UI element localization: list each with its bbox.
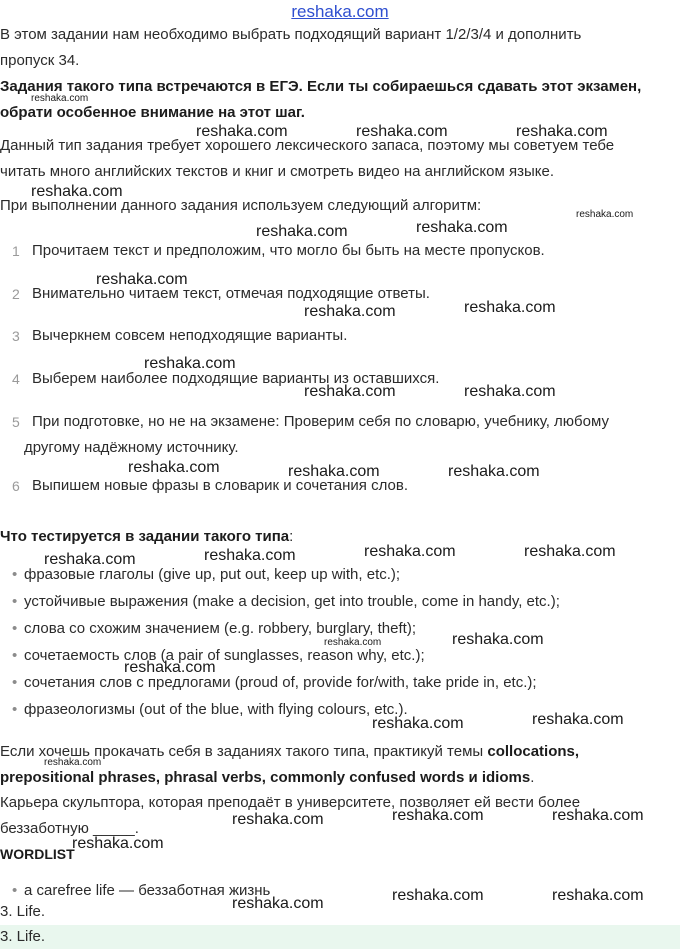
answer-highlight-text: 3. Life. <box>0 928 46 945</box>
watermark: reshaka.com <box>232 895 324 912</box>
watermark: reshaka.com <box>44 757 102 768</box>
list-item-text: фразовые глаголы (give up, put out, keep up with, etc.); <box>24 566 401 583</box>
watermark: reshaka.com <box>96 271 188 288</box>
watermark: reshaka.com <box>196 123 288 140</box>
answer-text: 3. Life. <box>0 903 46 920</box>
list-item-text: слова со схожим значением (e.g. robbery, burglary, theft); <box>24 620 416 637</box>
list-item <box>0 670 660 696</box>
bullet-icon: • <box>12 566 18 583</box>
bullet-icon: • <box>12 593 18 610</box>
step-text: Прочитаем текст и предположим, что могло бы быть на месте пропусков. <box>32 242 545 259</box>
watermark: reshaka.com <box>304 383 396 400</box>
watermark: reshaka.com <box>448 463 540 480</box>
step-number: 6 <box>12 478 20 494</box>
watermark: reshaka.com <box>256 223 348 240</box>
practice-text: Если хочешь прокачать себя в заданиях такого типа, практикуй темы <box>0 743 488 760</box>
bullet-icon: • <box>12 620 18 637</box>
wordlist-item-text: a carefree life — беззаботная жизнь <box>24 882 271 899</box>
algorithm-intro: При выполнении данного задания используем следующий алгоритм: <box>0 197 482 214</box>
bullet-icon: • <box>12 701 18 718</box>
step-number: 3 <box>12 328 20 344</box>
watermark: reshaka.com <box>144 355 236 372</box>
watermark: reshaka.com <box>552 887 644 904</box>
list-item-text: устойчивые выражения (make a decision, get into trouble, come in handy, etc.); <box>24 593 560 610</box>
watermark: reshaka.com <box>464 299 556 316</box>
step-text-continued: другому надёжному источнику. <box>24 439 239 456</box>
algorithm-step <box>0 238 670 264</box>
step-number: 5 <box>12 414 20 430</box>
list-item-text: фразеологизмы (out of the blue, with flying colours, etc.). <box>24 701 408 718</box>
watermark: reshaka.com <box>31 93 89 104</box>
watermark: reshaka.com <box>532 711 624 728</box>
watermark: reshaka.com <box>128 459 220 476</box>
list-item <box>0 589 660 615</box>
step-text: Выпишем новые фразы в словарик и сочетания слов. <box>32 477 408 494</box>
task-line-2: беззаботную _____. <box>0 820 139 837</box>
wordlist-title: WORDLIST <box>0 846 75 862</box>
step-text: Выберем наиболее подходящие варианты из оставшихся. <box>32 370 440 387</box>
practice-topics-b: prepositional phrases, phrasal verbs, commonly confused words и idioms <box>0 769 531 786</box>
advice-line-2: читать много английских текстов и книг и смотреть видео на английском языке. <box>0 163 554 180</box>
task-line-1: Карьера скульптора, которая преподаёт в университете, позволяет ей вести более <box>0 794 581 811</box>
answer-highlight <box>0 925 680 949</box>
intro-line-2: пропуск 34. <box>0 52 80 69</box>
practice-topics-a: collocations, <box>487 743 580 760</box>
watermark: reshaka.com <box>464 383 556 400</box>
watermark: reshaka.com <box>516 123 608 140</box>
watermark: reshaka.com <box>288 463 380 480</box>
step-number: 1 <box>12 243 20 259</box>
watermark: reshaka.com <box>44 551 136 568</box>
bullet-icon: • <box>12 674 18 691</box>
bullet-icon: • <box>12 647 18 664</box>
watermark: reshaka.com <box>72 835 164 852</box>
step-number: 2 <box>12 286 20 302</box>
watermark: reshaka.com <box>232 811 324 828</box>
exam-note-line-1: Задания такого типа встречаются в ЕГЭ. Если ты собираешься сдавать этот экзамен, <box>0 78 642 95</box>
algorithm-step <box>0 323 670 349</box>
advice-line-1: Данный тип задания требует хорошего лексического запаса, поэтому мы советуем тебе <box>0 137 615 154</box>
watermark: reshaka.com <box>392 887 484 904</box>
watermark: reshaka.com <box>576 209 634 220</box>
watermark: reshaka.com <box>552 807 644 824</box>
list-item-text: сочетаемость слов (a pair of sunglasses, reason why, etc.); <box>24 647 425 664</box>
watermark: reshaka.com <box>324 637 382 648</box>
intro-line-1: В этом задании нам необходимо выбрать подходящий вариант 1/2/3/4 и дополнить <box>0 26 582 43</box>
step-text: Внимательно читаем текст, отмечая подходящие ответы. <box>32 285 430 302</box>
practice-end: . <box>530 769 535 786</box>
intro-paragraph <box>0 22 660 74</box>
exam-note-line-2: обрати особенное внимание на этот шаг. <box>0 104 305 121</box>
watermark: reshaka.com <box>392 807 484 824</box>
step-text: Вычеркнем совсем неподходящие варианты. <box>32 327 348 344</box>
watermark: reshaka.com <box>524 543 616 560</box>
watermark: reshaka.com <box>356 123 448 140</box>
watermark: reshaka.com <box>31 183 123 200</box>
watermark: reshaka.com <box>124 659 216 676</box>
tested-heading-colon: : <box>289 528 294 545</box>
bullet-icon: • <box>12 882 18 899</box>
watermark: reshaka.com <box>416 219 508 236</box>
exam-note <box>0 74 660 126</box>
watermark: reshaka.com <box>452 631 544 648</box>
watermark: reshaka.com <box>304 303 396 320</box>
watermark: reshaka.com <box>372 715 464 732</box>
step-text: При подготовке, но не на экзамене: Проверим себя по словарю, учебнику, любому <box>32 413 609 430</box>
algorithm-step <box>0 409 670 461</box>
watermark: reshaka.com <box>364 543 456 560</box>
list-item-text: сочетания слов с предлогами (proud of, provide for/with, take pride in, etc.); <box>24 674 537 691</box>
step-number: 4 <box>12 371 20 387</box>
tested-heading-text: Что тестируется в задании такого типа <box>0 528 290 545</box>
watermark: reshaka.com <box>204 547 296 564</box>
site-header-link[interactable]: reshaka.com <box>291 2 389 21</box>
